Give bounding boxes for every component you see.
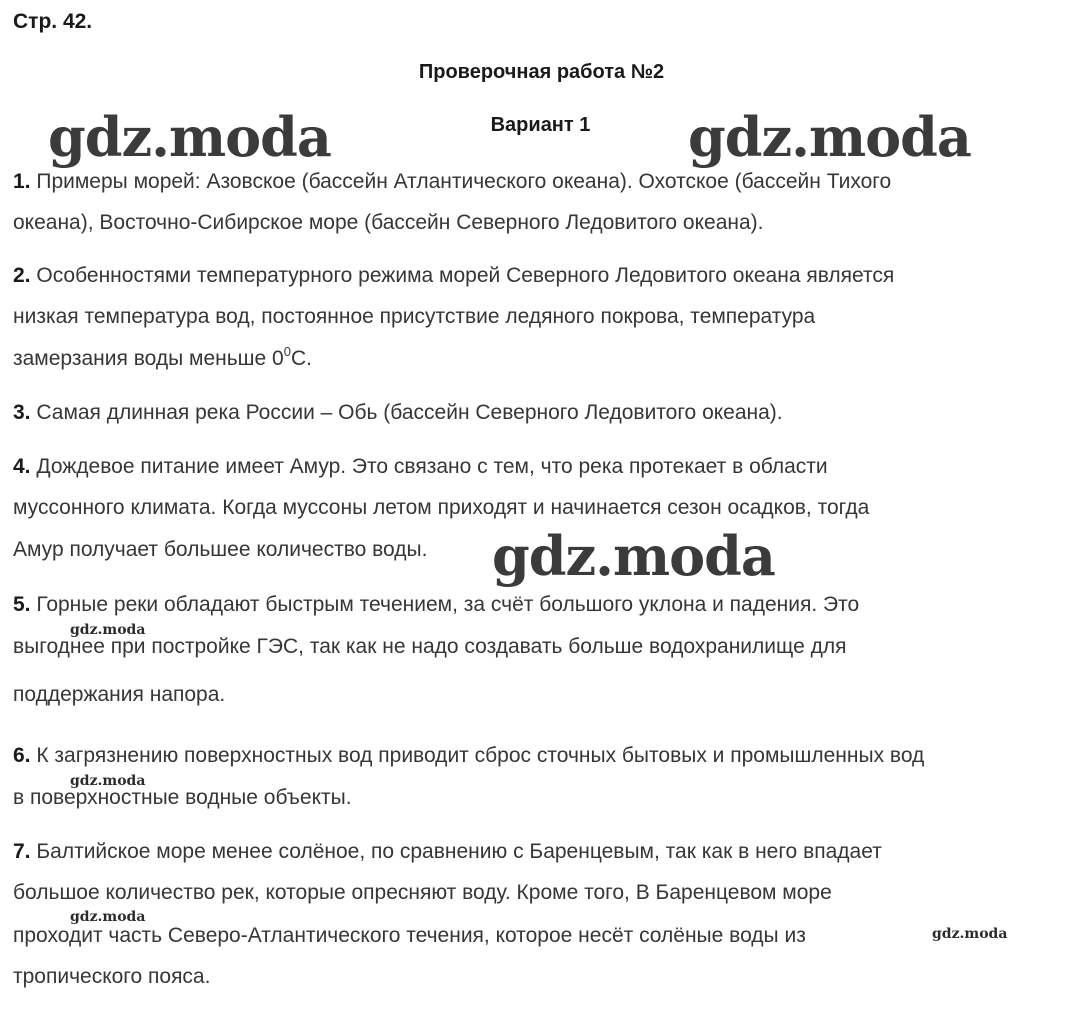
answer-6-line: 6. К загрязнению поверхностных вод приводит сброс сточных бытовых и промышленных вод: [13, 744, 925, 767]
answer-number: 5.: [13, 593, 31, 616]
answer-4-line: муссонного климата. Когда муссоны летом приходят и начинается сезон осадков, тогда: [13, 496, 870, 519]
watermark-logo: gdz.moda: [70, 909, 146, 925]
answer-number: 3.: [13, 401, 31, 424]
answer-2-line: замерзания воды меньше $0^0С$.: [13, 344, 312, 370]
watermark-logo: gdz.moda: [48, 105, 331, 169]
watermark-logo: gdz.moda: [492, 524, 775, 588]
answer-number: 6.: [13, 744, 31, 767]
degree-superscript: 0: [283, 344, 291, 359]
answer-number: 1.: [13, 170, 31, 193]
answer-number: 7.: [13, 840, 31, 863]
answer-3-line: 3. Самая длинная река России – Обь (бассейн Северного Ледовитого океана).: [13, 401, 783, 424]
answer-5-line: поддержания напора.: [13, 683, 226, 706]
answer-7-line: 7. Балтийское море менее солёное, по сравнению с Баренцевым, так как в него впадает: [13, 840, 882, 863]
answer-5-line: 5. Горные реки обладают быстрым течением, за счёт большого уклона и падения. Это: [13, 593, 860, 616]
page-label: Стр. 42.: [13, 10, 93, 33]
answer-6-line: в поверхностные водные объекты.: [13, 786, 352, 809]
answer-4-line: Амур получает большее количество воды.: [13, 538, 428, 561]
answer-4-line: 4. Дождевое питание имеет Амур. Это связано с тем, что река протекает в области: [13, 455, 828, 478]
answer-7-line: большое количество рек, которые опресняют воду. Кроме того, В Баренцевом море: [13, 881, 832, 904]
answer-7-line: тропического пояса.: [13, 965, 211, 988]
watermark-logo: gdz.moda: [70, 773, 146, 789]
watermark-logo: gdz.moda: [932, 926, 1008, 942]
variant-label: Вариант 1: [490, 114, 591, 136]
answer-number: 2.: [13, 264, 31, 287]
answer-1-line: 1. Примеры морей: Азовское (бассейн Атлантического океана). Охотское (бассейн Тихого: [13, 170, 892, 193]
answer-7-line: проходит часть Северо-Атлантического течения, которое несёт солёные воды из: [13, 924, 806, 947]
answer-2-line: низкая температура вод, постоянное присутствие ледяного покрова, температура: [13, 305, 816, 328]
watermark-logo: gdz.moda: [688, 105, 971, 169]
answer-5-line: выгоднее при постройке ГЭС, так как не надо создавать больше водохранилище для: [13, 635, 847, 658]
answer-2-line: 2. Особенностями температурного режима морей Северного Ледовитого океана является: [13, 264, 895, 287]
worksheet-title: Проверочная работа №2: [418, 61, 665, 83]
watermark-logo: gdz.moda: [70, 622, 146, 638]
answer-number: 4.: [13, 455, 31, 478]
answer-1-line: океана), Восточно-Сибирское море (бассейн Северного Ледовитого океана).: [13, 211, 764, 234]
